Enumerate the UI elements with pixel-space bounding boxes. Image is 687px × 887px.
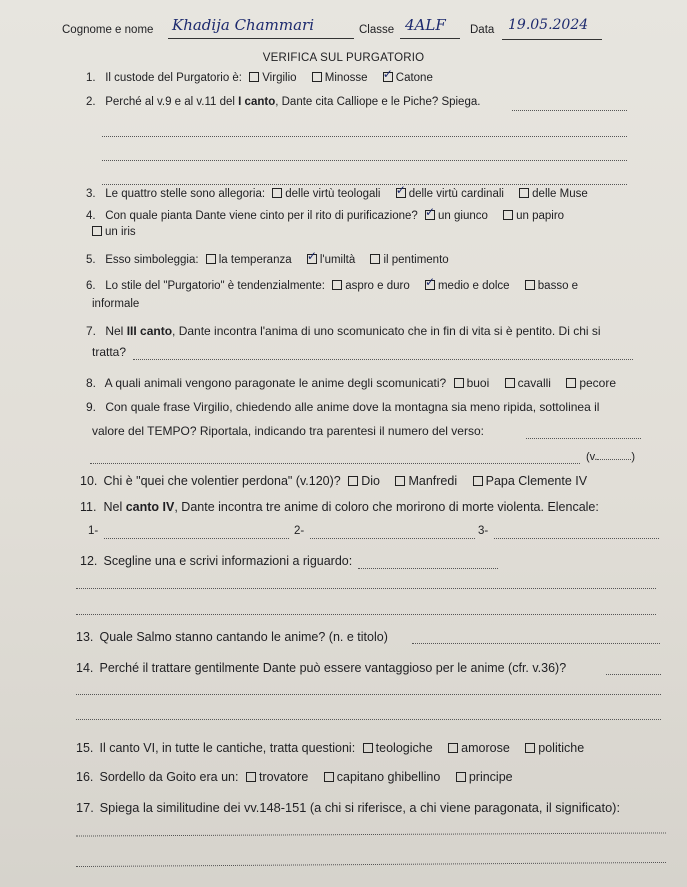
- checkbox-temperanza[interactable]: [206, 254, 216, 264]
- answer-line[interactable]: [102, 160, 627, 161]
- question-4-cont: un iris: [92, 226, 136, 238]
- page-title: VERIFICA SUL PURGATORIO: [262, 52, 425, 64]
- list-item-2: 2-: [294, 525, 305, 537]
- checkbox-teologiche[interactable]: [363, 743, 373, 753]
- checkbox-trovatore[interactable]: [246, 772, 256, 782]
- question-15: 15. Il canto VI, in tutte le cantiche, tratta questioni: teologiche amorose politiche: [76, 741, 585, 755]
- header: [62, 14, 662, 44]
- question-5: 5. Esso simboleggia: la temperanza ✓ l'umiltà il pentimento: [86, 254, 449, 266]
- question-3: 3. Le quattro stelle sono allegoria: delle virtù teologali ✓ delle virtù cardinali delle Muse: [86, 188, 588, 200]
- checkbox-capitano[interactable]: [324, 772, 334, 782]
- verse-field: (v. ): [586, 451, 636, 463]
- checkbox-teologali[interactable]: [272, 188, 282, 198]
- question-6-cont: informale: [92, 298, 140, 310]
- class-label: Classe: [359, 24, 395, 36]
- checkbox-cavalli[interactable]: [505, 378, 515, 388]
- answer-line[interactable]: [76, 588, 656, 589]
- answer-line[interactable]: [90, 463, 580, 464]
- question-12: 12. Scegline una e scrivi informazioni a riguardo:: [80, 554, 353, 568]
- surname-label: Cognome e nome: [62, 24, 154, 36]
- date-label: Data: [470, 24, 495, 36]
- answer-line[interactable]: [76, 862, 666, 867]
- question-8: 8. A quali animali vengono paragonate le anime degli scomunicati? buoi cavalli pecore: [86, 376, 617, 390]
- answer-line[interactable]: [494, 538, 659, 539]
- checkbox-muse[interactable]: [519, 188, 529, 198]
- answer-line[interactable]: [76, 719, 661, 720]
- answer-line[interactable]: [512, 110, 627, 111]
- answer-line[interactable]: [133, 359, 633, 360]
- question-14: 14. Perché il trattare gentilmente Dante può essere vantaggioso per le anime (cfr. v.36)?: [76, 661, 567, 675]
- checkbox-pecore[interactable]: [566, 378, 576, 388]
- question-7: 7. Nel III canto, Dante incontra l'anima di uno scomunicato che in fin di vita si è pentito. Di chi si: [86, 324, 601, 338]
- checkbox-aspro[interactable]: [332, 280, 342, 290]
- question-17: 17. Spiega la similitudine dei vv.148-151 (a chi si riferisce, a chi viene paragonata, il significato):: [76, 800, 620, 815]
- checkbox-catone[interactable]: [383, 72, 393, 82]
- answer-line[interactable]: [76, 694, 661, 695]
- question-13: 13. Quale Salmo stanno cantando le anime? (n. e titolo): [76, 630, 388, 644]
- checkbox-medio[interactable]: [425, 280, 435, 290]
- checkbox-dio[interactable]: [348, 476, 358, 486]
- surname-value[interactable]: Khadija Chammari: [172, 16, 315, 34]
- question-9-cont: valore del TEMPO? Riportala, indicando tra parentesi il numero del verso:: [92, 424, 484, 438]
- answer-line[interactable]: [76, 832, 666, 836]
- answer-line[interactable]: [412, 643, 660, 644]
- question-16: 16. Sordello da Goito era un: trovatore capitano ghibellino principe: [76, 770, 513, 784]
- question-2: 2. Perché al v.9 e al v.11 del I canto, Dante cita Calliope e le Piche? Spiega.: [86, 96, 481, 108]
- answer-line[interactable]: [104, 538, 289, 539]
- checkbox-giunco[interactable]: [425, 210, 435, 220]
- checkbox-basso[interactable]: [525, 280, 535, 290]
- question-1: 1. Il custode del Purgatorio è: Virgilio Minosse ✓ Catone: [86, 72, 441, 84]
- checkbox-principe[interactable]: [456, 772, 466, 782]
- question-10: 10. Chi è "quei che volentier perdona" (v.120)? Dio Manfredi Papa Clemente IV: [80, 474, 588, 488]
- question-4: 4. Con quale pianta Dante viene cinto per il rito di purificazione? ✓ un giunco un papiro: [86, 210, 564, 222]
- checkbox-minosse[interactable]: [312, 72, 322, 82]
- list-item-1: 1-: [88, 525, 99, 537]
- checkbox-amorose[interactable]: [448, 743, 458, 753]
- class-value[interactable]: 4ALF: [405, 16, 446, 34]
- checkbox-manfredi[interactable]: [395, 476, 405, 486]
- question-11: 11. Nel canto IV, Dante incontra tre anime di coloro che morirono di morte violenta. Elencale:: [80, 500, 599, 514]
- answer-line[interactable]: [310, 538, 475, 539]
- list-item-3: 3-: [478, 525, 489, 537]
- checkbox-umilta[interactable]: [307, 254, 317, 264]
- checkbox-papiro[interactable]: [503, 210, 513, 220]
- checkbox-pentimento[interactable]: [370, 254, 380, 264]
- checkbox-politiche[interactable]: [525, 743, 535, 753]
- answer-line[interactable]: [526, 438, 641, 439]
- checkbox-virgilio[interactable]: [249, 72, 259, 82]
- checkbox-clemente[interactable]: [473, 476, 483, 486]
- checkbox-cardinali[interactable]: [396, 188, 406, 198]
- answer-line[interactable]: [102, 136, 627, 137]
- question-6: 6. Lo stile del "Purgatorio" è tendenzialmente: aspro e duro ✓ medio e dolce basso e: [86, 280, 578, 292]
- answer-line[interactable]: [76, 614, 656, 615]
- checkbox-iris[interactable]: [92, 226, 102, 236]
- question-7-cont: tratta?: [92, 345, 127, 359]
- question-9: 9. Con quale frase Virgilio, chiedendo alle anime dove la montagna sia meno ripida, sottolinea il: [86, 400, 600, 414]
- date-value[interactable]: 19.05.2024: [508, 17, 589, 33]
- answer-line[interactable]: [358, 568, 498, 569]
- answer-line[interactable]: [102, 184, 627, 185]
- answer-line[interactable]: [606, 674, 661, 675]
- checkbox-buoi[interactable]: [454, 378, 464, 388]
